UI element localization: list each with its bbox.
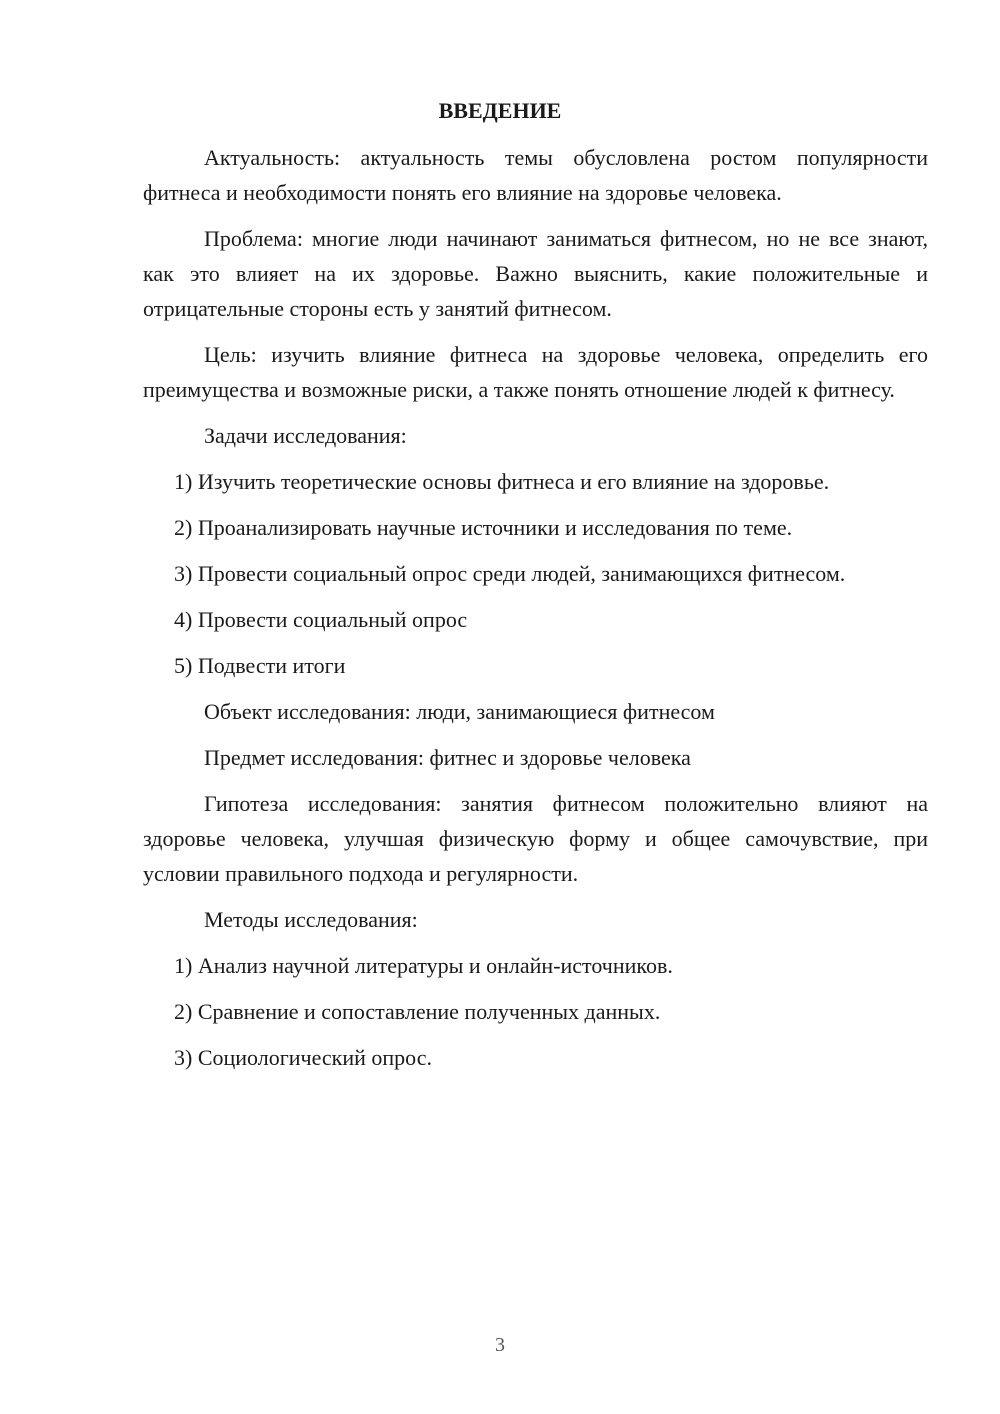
method-item-1: 1) Анализ научной литературы и онлайн-источников. — [174, 953, 673, 978]
task-item-4: 4) Провести социальный опрос — [174, 607, 468, 632]
object-paragraph: Объект исследования: люди, занимающиеся фитнесом — [204, 699, 715, 724]
hypothesis-paragraph: Гипотеза исследования: занятия фитнесом положительно влияют на здоровье человека, улучшая физическую форму и общее самочувствие, при условии правильного подхода и регулярности. — [143, 791, 928, 886]
problem-paragraph: Проблема: многие люди начинают заниматься фитнесом, но не все знают, как это влияет на их здоровье. Важно выяснить, какие положительные и отрицательные стороны есть у занятий фитнесом. — [143, 226, 928, 321]
task-item-3: 3) Провести социальный опрос среди людей, занимающихся фитнесом. — [174, 561, 846, 586]
task-item-1: 1) Изучить теоретические основы фитнеса и его влияние на здоровье. — [174, 469, 830, 494]
method-item-3: 3) Социологический опрос. — [174, 1045, 432, 1070]
tasks-heading: Задачи исследования: — [204, 423, 407, 448]
task-item-2: 2) Проанализировать научные источники и исследования по теме. — [174, 515, 793, 540]
methods-heading: Методы исследования: — [204, 907, 418, 932]
page-number: 3 — [495, 1334, 505, 1356]
relevance-paragraph: Актуальность: актуальность темы обусловлена ростом популярности фитнеса и необходимости понять его влияние на здоровье человека. — [143, 145, 928, 205]
subject-paragraph: Предмет исследования: фитнес и здоровье человека — [204, 745, 691, 770]
method-item-2: 2) Сравнение и сопоставление полученных данных. — [174, 999, 661, 1024]
document-body — [143, 140, 928, 1086]
goal-paragraph: Цель: изучить влияние фитнеса на здоровье человека, определить его преимущества и возможные риски, а также понять отношение людей к фитнесу. — [143, 342, 928, 402]
task-item-5: 5) Подвести итоги — [174, 653, 346, 678]
page-title: ВВЕДЕНИЕ — [438, 98, 562, 123]
